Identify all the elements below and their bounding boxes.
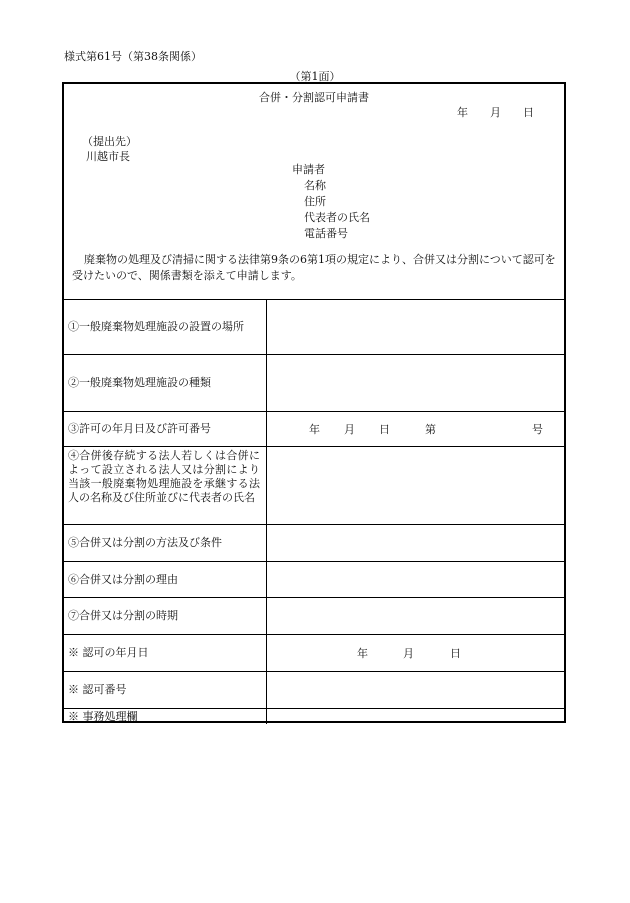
- merger-reason-field[interactable]: [267, 562, 564, 597]
- office-use-field: [267, 709, 564, 724]
- date-month: 月: [490, 106, 501, 119]
- table-row: [64, 299, 564, 355]
- page-label: （第1面）: [289, 70, 341, 83]
- table-row: [64, 672, 564, 709]
- application-date: [457, 104, 534, 120]
- row-label-approval-number: ※ 認可番号: [64, 672, 267, 708]
- approval-year-label: 年: [357, 647, 368, 660]
- applicant-block: [292, 162, 370, 242]
- table-row: [64, 562, 564, 598]
- recipient-name: 川越市長: [86, 150, 130, 163]
- permit-number-suffix: 号: [532, 423, 543, 436]
- table-row: [64, 635, 564, 672]
- date-year: 年: [457, 106, 468, 119]
- application-form: [62, 82, 566, 723]
- permit-date-number-field[interactable]: [267, 412, 564, 446]
- approval-day-label: 日: [450, 647, 461, 660]
- applicant-field-name[interactable]: 名称: [304, 179, 326, 192]
- table-row: [64, 598, 564, 635]
- approval-month-label: 月: [403, 647, 414, 660]
- permit-year-label: 年: [309, 423, 320, 436]
- table-row: [64, 355, 564, 412]
- approval-date-field[interactable]: [267, 635, 564, 671]
- table-row: [64, 709, 564, 724]
- form-header: [64, 84, 564, 300]
- form-number: 様式第61号（第38条関係）: [64, 50, 202, 63]
- applicant-field-phone[interactable]: 電話番号: [304, 227, 348, 240]
- row-label-successor-corporation: ④合併後存続する法人若しくは合併によって設立される法人又は分割により当該一般廃棄物処理施設を承継する法人の名称及び住所並びに代表者の氏名: [64, 447, 267, 524]
- form-table: [64, 299, 564, 724]
- permit-day-label: 日: [379, 423, 390, 436]
- merger-timing-field[interactable]: [267, 598, 564, 634]
- applicant-field-address[interactable]: 住所: [304, 195, 326, 208]
- document-title: 合併・分割認可申請書: [259, 91, 369, 104]
- approval-number-field[interactable]: [267, 672, 564, 708]
- merger-method-field[interactable]: [267, 525, 564, 561]
- facility-location-field[interactable]: [267, 299, 564, 354]
- table-row: [64, 447, 564, 525]
- permit-month-label: 月: [344, 423, 355, 436]
- applicant-field-representative[interactable]: 代表者の氏名: [304, 211, 370, 224]
- application-statement: 廃棄物の処理及び清掃に関する法律第9条の6第1項の規定により、合併又は分割について認可を受けたいので、関係書類を添えて申請します。: [72, 253, 556, 282]
- row-label-merger-method: ⑤合併又は分割の方法及び条件: [64, 525, 267, 561]
- row-label-merger-timing: ⑦合併又は分割の時期: [64, 598, 267, 634]
- table-row: [64, 525, 564, 562]
- recipient-label: （提出先）: [82, 135, 137, 148]
- successor-corporation-field[interactable]: [267, 447, 564, 524]
- permit-date-parts: [267, 412, 564, 446]
- date-day: 日: [523, 106, 534, 119]
- row-label-approval-date: ※ 認可の年月日: [64, 635, 267, 671]
- applicant-heading: 申請者: [292, 163, 325, 176]
- row-label-facility-location: ①一般廃棄物処理施設の設置の場所: [64, 299, 267, 354]
- row-label-facility-type: ②一般廃棄物処理施設の種類: [64, 355, 267, 411]
- row-label-office-use: ※ 事務処理欄: [64, 709, 267, 724]
- facility-type-field[interactable]: [267, 355, 564, 411]
- row-label-permit-date-number: ③許可の年月日及び許可番号: [64, 412, 267, 446]
- permit-number-prefix: 第: [425, 423, 436, 436]
- row-label-merger-reason: ⑥合併又は分割の理由: [64, 562, 267, 597]
- recipient-block: [82, 134, 137, 164]
- table-row: [64, 412, 564, 447]
